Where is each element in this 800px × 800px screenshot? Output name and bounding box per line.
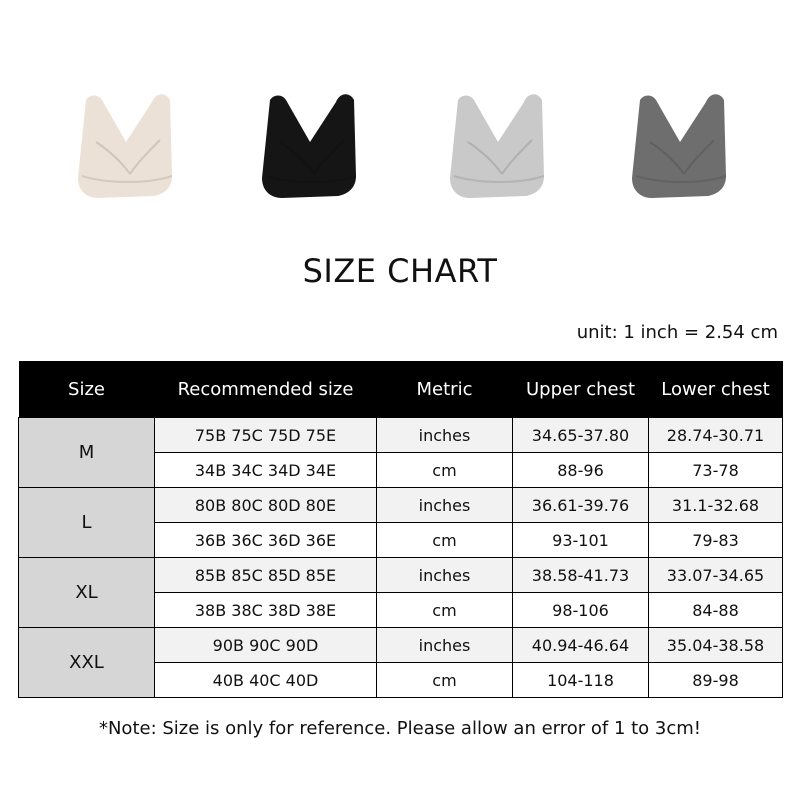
upper-chest-cell: 34.65-37.80 [513, 418, 649, 453]
header-upper-chest: Upper chest [513, 361, 649, 418]
lower-chest-cell: 31.1-32.68 [649, 488, 783, 523]
metric-cell: inches [377, 558, 513, 593]
header-size: Size [19, 361, 155, 418]
metric-cell: cm [377, 593, 513, 628]
recommended-size-cell: 34B 34C 34D 34E [155, 453, 377, 488]
table-row [19, 558, 783, 593]
header-recommended-size: Recommended size [155, 361, 377, 418]
size-cell: L [19, 488, 155, 558]
recommended-size-cell: 40B 40C 40D [155, 663, 377, 698]
recommended-size-cell: 36B 36C 36D 36E [155, 523, 377, 558]
product-images [0, 80, 800, 230]
upper-chest-cell: 40.94-46.64 [513, 628, 649, 663]
table-row [19, 418, 783, 453]
size-chart-table [18, 361, 783, 698]
upper-chest-cell: 98-106 [513, 593, 649, 628]
lower-chest-cell: 79-83 [649, 523, 783, 558]
header-metric: Metric [377, 361, 513, 418]
recommended-size-cell: 90B 90C 90D [155, 628, 377, 663]
lower-chest-cell: 73-78 [649, 453, 783, 488]
metric-cell: inches [377, 488, 513, 523]
metric-cell: cm [377, 523, 513, 558]
light-gray-bra-image [440, 80, 560, 210]
table-body [19, 418, 783, 698]
page-title: SIZE CHART [302, 252, 498, 290]
upper-chest-cell: 104-118 [513, 663, 649, 698]
black-bra-image [252, 80, 372, 210]
footnote: *Note: Size is only for reference. Please allow an error of 1 to 3cm! [98, 718, 702, 739]
table-row [19, 488, 783, 523]
metric-cell: cm [377, 663, 513, 698]
lower-chest-cell: 33.07-34.65 [649, 558, 783, 593]
upper-chest-cell: 93-101 [513, 523, 649, 558]
lower-chest-cell: 35.04-38.58 [649, 628, 783, 663]
upper-chest-cell: 38.58-41.73 [513, 558, 649, 593]
upper-chest-cell: 36.61-39.76 [513, 488, 649, 523]
lower-chest-cell: 89-98 [649, 663, 783, 698]
metric-cell: inches [377, 418, 513, 453]
recommended-size-cell: 85B 85C 85D 85E [155, 558, 377, 593]
header-lower-chest: Lower chest [649, 361, 783, 418]
recommended-size-cell: 75B 75C 75D 75E [155, 418, 377, 453]
recommended-size-cell: 38B 38C 38D 38E [155, 593, 377, 628]
size-cell: XL [19, 558, 155, 628]
metric-cell: inches [377, 628, 513, 663]
lower-chest-cell: 84-88 [649, 593, 783, 628]
table-row [19, 628, 783, 663]
beige-bra-image [68, 80, 188, 210]
unit-note: unit: 1 inch = 2.54 cm [576, 322, 778, 343]
size-cell: XXL [19, 628, 155, 698]
upper-chest-cell: 88-96 [513, 453, 649, 488]
size-cell: M [19, 418, 155, 488]
recommended-size-cell: 80B 80C 80D 80E [155, 488, 377, 523]
dark-gray-bra-image [622, 80, 742, 210]
metric-cell: cm [377, 453, 513, 488]
lower-chest-cell: 28.74-30.71 [649, 418, 783, 453]
table-header-row [19, 361, 783, 418]
